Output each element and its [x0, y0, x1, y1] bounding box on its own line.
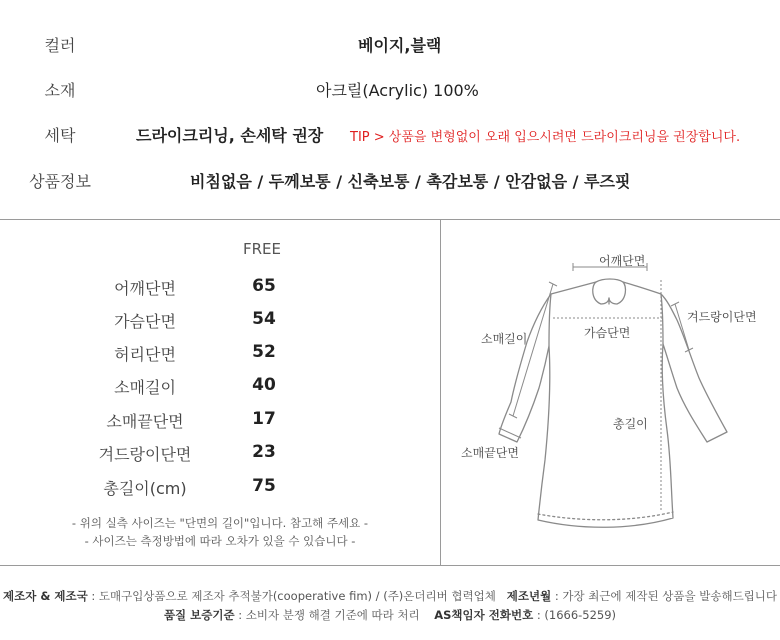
- size-row: [0, 309, 440, 339]
- size-value: 23: [252, 442, 276, 462]
- footer-date-label: 제조년월: [506, 589, 552, 603]
- size-header: FREE: [242, 240, 281, 258]
- size-row: [0, 342, 440, 372]
- footer-date-value: : 가장 최근에 제작된 상품을 발송해드립니다: [554, 589, 778, 603]
- size-label: 겨드랑이단면: [98, 445, 192, 464]
- size-label: 소매길이: [114, 378, 176, 397]
- color-label: 컬러: [44, 36, 76, 55]
- color-row: [0, 30, 780, 60]
- size-label: 총길이(cm): [103, 479, 187, 498]
- wash-label: 세탁: [44, 126, 76, 145]
- detail-row: [0, 166, 780, 196]
- size-note-2: - 사이즈는 측정방법에 따라 오차가 있을 수 있습니다 -: [84, 534, 356, 548]
- diagram-label-shoulder: 어깨단면: [599, 254, 646, 268]
- divider-bottom: [0, 565, 780, 566]
- footer-quality-label: 품질 보증기준: [163, 608, 235, 622]
- detail-value: 비침없음 / 두께보통 / 신축보통 / 촉감보통 / 안감없음 / 루즈핏: [190, 172, 631, 191]
- wash-tip: TIP > 상품을 변형없이 오래 입으시려면 드라이크리닝을 권장합니다.: [350, 130, 741, 145]
- footer-maker-value: : 도매구입상품으로 제조자 추적불가(cooperative fim) / (주)온더리버 협력업체: [91, 589, 496, 603]
- wash-row: [0, 120, 780, 150]
- size-value: 65: [252, 276, 276, 296]
- size-row: [0, 409, 440, 439]
- footer-as-value: : (1666-5259): [536, 608, 617, 622]
- size-row: [0, 276, 440, 306]
- diagram-label-armhole: 겨드랑이단면: [687, 310, 757, 324]
- footer-as-label: AS책임자 전화번호: [434, 608, 534, 622]
- diagram-label-cuff: 소매끝단면: [461, 446, 519, 460]
- size-row: [0, 375, 440, 405]
- diagram-label-total-length: 총길이: [613, 417, 648, 431]
- dress-outline: [441, 220, 780, 565]
- garment-diagram: [441, 220, 780, 565]
- size-label: 허리단면: [114, 345, 176, 364]
- size-note-1: - 위의 실측 사이즈는 "단면의 길이"입니다. 참고해 주세요 -: [71, 516, 369, 530]
- footer-quality-value: : 소비자 분쟁 해결 기준에 따라 처리: [238, 608, 420, 622]
- footer-line-2: [0, 607, 780, 623]
- color-value: 베이지,블랙: [358, 36, 442, 55]
- size-value: 52: [252, 342, 276, 362]
- material-label: 소재: [44, 81, 76, 100]
- size-label: 가슴단면: [114, 312, 176, 331]
- material-value: 아크릴(Acrylic) 100%: [316, 81, 479, 100]
- diagram-label-chest: 가슴단면: [584, 326, 631, 340]
- size-row: [0, 476, 440, 506]
- size-label: 어깨단면: [114, 279, 176, 298]
- size-value: 54: [252, 309, 276, 329]
- material-row: [0, 75, 780, 105]
- detail-label: 상품정보: [29, 172, 91, 191]
- size-row: [0, 442, 440, 472]
- size-value: 17: [252, 409, 276, 429]
- size-label: 소매끝단면: [106, 412, 184, 431]
- size-value: 40: [252, 375, 276, 395]
- footer-line-1: [0, 588, 780, 604]
- wash-value: 드라이크리닝, 손세탁 권장: [136, 126, 324, 145]
- footer-maker-label: 제조자 & 제조국: [2, 589, 88, 603]
- diagram-label-sleeve-length: 소매길이: [481, 332, 528, 346]
- size-value: 75: [252, 476, 276, 496]
